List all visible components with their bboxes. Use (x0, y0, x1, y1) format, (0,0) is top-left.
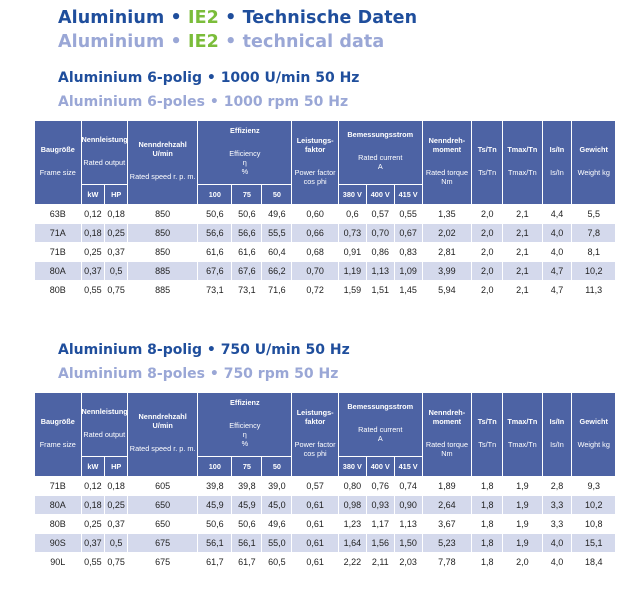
header-hp: HP (105, 457, 128, 477)
header-400v: 400 V (366, 457, 394, 477)
header-is-in: Is/In Is/In (542, 393, 572, 477)
table-cell: 56,6 (232, 224, 262, 243)
table-cell: 0,73 (338, 224, 366, 243)
table-cell: 50,6 (232, 515, 262, 534)
table-cell: 0,37 (105, 243, 128, 262)
table-cell: 2,02 (422, 224, 472, 243)
section-title-en: Aluminium 6-poles • 1000 rpm 50 Hz (58, 94, 349, 110)
table-cell: 7,78 (422, 553, 472, 572)
table-cell: 0,6 (338, 205, 366, 224)
table-row (35, 496, 616, 515)
table-cell: 1,17 (366, 515, 394, 534)
table-cell: 67,6 (198, 262, 232, 281)
table-cell: 80A (35, 496, 82, 515)
table-cell: 0,76 (366, 477, 394, 496)
table-cell: 45,9 (232, 496, 262, 515)
table-cell: 0,55 (81, 281, 105, 300)
table-cell: 1,9 (503, 534, 542, 553)
table-cell: 39,8 (198, 477, 232, 496)
header-load-75: 75 (232, 457, 262, 477)
table-cell: 0,66 (292, 224, 339, 243)
table-cell: 1,23 (338, 515, 366, 534)
table-cell: 0,70 (366, 224, 394, 243)
table-cell: 80B (35, 281, 82, 300)
table-cell: 1,13 (394, 515, 422, 534)
table-cell: 0,55 (394, 205, 422, 224)
header-load-75: 75 (232, 185, 262, 205)
table-cell: 605 (128, 477, 198, 496)
table-cell: 2,8 (542, 477, 572, 496)
spec-table (34, 120, 616, 300)
table-row (35, 515, 616, 534)
table-cell: 675 (128, 553, 198, 572)
header-load-50: 50 (262, 457, 292, 477)
table-cell: 9,3 (572, 477, 616, 496)
table-cell: 0,61 (292, 553, 339, 572)
table-cell: 73,1 (198, 281, 232, 300)
table-cell: 0,5 (105, 534, 128, 553)
header-380v: 380 V (338, 457, 366, 477)
table-cell: 675 (128, 534, 198, 553)
table-cell: 2,1 (503, 205, 542, 224)
table-cell: 50,6 (232, 205, 262, 224)
table-cell: 1,8 (472, 534, 503, 553)
header-rated-speed: Nenndrehzahl U/min Rated speed r. p. m. (128, 121, 198, 205)
table-cell: 71B (35, 477, 82, 496)
header-380v: 380 V (338, 185, 366, 205)
table-cell: 67,6 (232, 262, 262, 281)
header-rated-current: Bemessungsstrom Rated current A (338, 393, 422, 457)
table-cell: 1,50 (394, 534, 422, 553)
table-cell: 3,3 (542, 496, 572, 515)
table-cell: 71,6 (262, 281, 292, 300)
header-hp: HP (105, 185, 128, 205)
table-cell: 2,1 (503, 243, 542, 262)
table-cell: 0,37 (105, 515, 128, 534)
table-row (35, 534, 616, 553)
table-cell: 1,56 (366, 534, 394, 553)
table-cell: 0,25 (81, 243, 105, 262)
table-cell: 3,99 (422, 262, 472, 281)
table-cell: 1,59 (338, 281, 366, 300)
header-frame-size: Baugröße Frame size (35, 121, 82, 205)
table-cell: 11,3 (572, 281, 616, 300)
table-cell: 90S (35, 534, 82, 553)
table-cell: 0,86 (366, 243, 394, 262)
table-cell: 1,9 (503, 496, 542, 515)
header-400v: 400 V (366, 185, 394, 205)
title-suffix: • Technische Daten (218, 8, 418, 28)
ie-class-label: IE2 (187, 32, 219, 52)
table-cell: 0,25 (105, 224, 128, 243)
table-cell: 0,18 (81, 496, 105, 515)
table-cell: 1,19 (338, 262, 366, 281)
table-cell: 45,9 (198, 496, 232, 515)
table-cell: 56,6 (198, 224, 232, 243)
header-kw: kW (81, 185, 105, 205)
table-cell: 55,0 (262, 534, 292, 553)
table-row (35, 553, 616, 572)
table-cell: 0,75 (105, 553, 128, 572)
table-cell: 850 (128, 224, 198, 243)
header-load-50: 50 (262, 185, 292, 205)
table-cell: 850 (128, 205, 198, 224)
table-cell: 1,9 (503, 477, 542, 496)
table-cell: 0,25 (105, 496, 128, 515)
table-cell: 2,0 (503, 553, 542, 572)
header-rated-output: Nennleistung Rated output (81, 393, 128, 457)
table-cell: 56,1 (198, 534, 232, 553)
header-ts-tn: Ts/Tn Ts/Tn (472, 393, 503, 477)
header-rated-torque: Nenndreh-moment Rated torque Nm (422, 121, 472, 205)
table-cell: 80B (35, 515, 82, 534)
table-cell: 1,09 (394, 262, 422, 281)
table-cell: 60,4 (262, 243, 292, 262)
table-cell: 0,83 (394, 243, 422, 262)
table-cell: 1,35 (422, 205, 472, 224)
table-cell: 1,8 (472, 477, 503, 496)
header-rated-speed: Nenndrehzahl U/min Rated speed r. p. m. (128, 393, 198, 477)
table-cell: 1,8 (472, 496, 503, 515)
table-cell: 4,0 (542, 534, 572, 553)
table-cell: 885 (128, 281, 198, 300)
table-cell: 2,03 (394, 553, 422, 572)
table-cell: 0,18 (81, 224, 105, 243)
table-cell: 4,0 (542, 553, 572, 572)
table-cell: 4,7 (542, 281, 572, 300)
table-cell: 80A (35, 262, 82, 281)
header-weight: Gewicht Weight kg (572, 393, 616, 477)
table-cell: 650 (128, 515, 198, 534)
section-title-de: Aluminium 6-polig • 1000 U/min 50 Hz (58, 70, 360, 86)
table-cell: 0,60 (292, 205, 339, 224)
table-cell: 0,12 (81, 205, 105, 224)
table-cell: 61,7 (232, 553, 262, 572)
table-cell: 5,94 (422, 281, 472, 300)
section-title-en: Aluminium 8-poles • 750 rpm 50 Hz (58, 366, 339, 382)
table-cell: 50,6 (198, 515, 232, 534)
table-cell: 73,1 (232, 281, 262, 300)
table-cell: 56,1 (232, 534, 262, 553)
table-cell: 0,75 (105, 281, 128, 300)
table-cell: 55,5 (262, 224, 292, 243)
table-row (35, 205, 616, 224)
table-cell: 2,22 (338, 553, 366, 572)
table-cell: 650 (128, 496, 198, 515)
table-row (35, 477, 616, 496)
table-cell: 4,4 (542, 205, 572, 224)
page-title-de (58, 8, 417, 28)
header-efficiency: Effizienz Efficiency η % (198, 121, 292, 185)
header-frame-size: Baugröße Frame size (35, 393, 82, 477)
header-is-in: Is/In Is/In (542, 121, 572, 205)
page-title-en (58, 32, 384, 52)
spec-table (34, 392, 616, 572)
table-cell: 7,8 (572, 224, 616, 243)
table-cell: 1,9 (503, 515, 542, 534)
table-cell: 0,18 (105, 477, 128, 496)
header-rated-torque: Nenndreh-moment Rated torque Nm (422, 393, 472, 477)
header-load-100: 100 (198, 457, 232, 477)
table-cell: 0,57 (292, 477, 339, 496)
table-cell: 2,1 (503, 262, 542, 281)
table-cell: 885 (128, 262, 198, 281)
table-cell: 10,2 (572, 496, 616, 515)
table-cell: 15,1 (572, 534, 616, 553)
table-row (35, 281, 616, 300)
table-cell: 71A (35, 224, 82, 243)
table-cell: 0,57 (366, 205, 394, 224)
header-tmax-tn: Tmax/Tn Tmax/Tn (503, 393, 542, 477)
table-cell: 2,1 (503, 224, 542, 243)
table-cell: 1,8 (472, 553, 503, 572)
table-cell: 10,8 (572, 515, 616, 534)
table-cell: 0,98 (338, 496, 366, 515)
header-power-factor: Leistungs-faktor Power factor cos phi (292, 393, 339, 477)
header-tmax-tn: Tmax/Tn Tmax/Tn (503, 121, 542, 205)
table-cell: 2,0 (472, 205, 503, 224)
table-cell: 66,2 (262, 262, 292, 281)
table-cell: 4,0 (542, 243, 572, 262)
header-415v: 415 V (394, 457, 422, 477)
header-load-100: 100 (198, 185, 232, 205)
table-cell: 45,0 (262, 496, 292, 515)
table-cell: 1,13 (366, 262, 394, 281)
table-cell: 1,51 (366, 281, 394, 300)
table-cell: 5,5 (572, 205, 616, 224)
table-cell: 61,7 (198, 553, 232, 572)
table-cell: 0,72 (292, 281, 339, 300)
table-cell: 0,25 (81, 515, 105, 534)
table-cell: 49,6 (262, 515, 292, 534)
table-cell: 10,2 (572, 262, 616, 281)
table-cell: 1,89 (422, 477, 472, 496)
table-cell: 39,8 (232, 477, 262, 496)
table-cell: 60,5 (262, 553, 292, 572)
table-cell: 0,61 (292, 515, 339, 534)
table-cell: 0,61 (292, 496, 339, 515)
table-cell: 0,55 (81, 553, 105, 572)
table-cell: 63B (35, 205, 82, 224)
table-cell: 50,6 (198, 205, 232, 224)
header-rated-output: Nennleistung Rated output (81, 121, 128, 185)
table-row (35, 262, 616, 281)
table-cell: 61,6 (198, 243, 232, 262)
header-rated-current: Bemessungsstrom Rated current A (338, 121, 422, 185)
table-cell: 0,93 (366, 496, 394, 515)
table-cell: 2,0 (472, 281, 503, 300)
table-cell: 0,70 (292, 262, 339, 281)
table-cell: 2,11 (366, 553, 394, 572)
table-cell: 850 (128, 243, 198, 262)
table-cell: 0,90 (394, 496, 422, 515)
table-cell: 18,4 (572, 553, 616, 572)
table-cell: 1,64 (338, 534, 366, 553)
table-cell: 0,12 (81, 477, 105, 496)
table-cell: 4,7 (542, 262, 572, 281)
table-row (35, 243, 616, 262)
table-cell: 2,0 (472, 243, 503, 262)
title-suffix: • technical data (218, 32, 385, 52)
table-cell: 1,45 (394, 281, 422, 300)
table-cell: 2,1 (503, 281, 542, 300)
table-cell: 0,18 (105, 205, 128, 224)
table-cell: 3,67 (422, 515, 472, 534)
header-415v: 415 V (394, 185, 422, 205)
table-cell: 49,6 (262, 205, 292, 224)
table-cell: 71B (35, 243, 82, 262)
header-weight: Gewicht Weight kg (572, 121, 616, 205)
table-cell: 61,6 (232, 243, 262, 262)
header-ts-tn: Ts/Tn Ts/Tn (472, 121, 503, 205)
table-cell: 0,68 (292, 243, 339, 262)
title-prefix: Aluminium • (58, 8, 188, 28)
table-cell: 39,0 (262, 477, 292, 496)
title-prefix: Aluminium • (58, 32, 188, 52)
table-cell: 2,0 (472, 262, 503, 281)
table-cell: 0,74 (394, 477, 422, 496)
table-cell: 90L (35, 553, 82, 572)
table-cell: 2,0 (472, 224, 503, 243)
table-cell: 0,5 (105, 262, 128, 281)
table-cell: 0,61 (292, 534, 339, 553)
header-efficiency: Effizienz Efficiency η % (198, 393, 292, 457)
table-cell: 0,67 (394, 224, 422, 243)
table-cell: 8,1 (572, 243, 616, 262)
header-kw: kW (81, 457, 105, 477)
table-cell: 4,0 (542, 224, 572, 243)
table-cell: 5,23 (422, 534, 472, 553)
table-cell: 0,91 (338, 243, 366, 262)
table-cell: 0,37 (81, 534, 105, 553)
table-cell: 0,80 (338, 477, 366, 496)
table-cell: 3,3 (542, 515, 572, 534)
header-power-factor: Leistungs-faktor Power factor cos phi (292, 121, 339, 205)
ie-class-label: IE2 (187, 8, 219, 28)
table-cell: 2,64 (422, 496, 472, 515)
table-row (35, 224, 616, 243)
section-title-de: Aluminium 8-polig • 750 U/min 50 Hz (58, 342, 350, 358)
table-cell: 0,37 (81, 262, 105, 281)
table-cell: 2,81 (422, 243, 472, 262)
table-cell: 1,8 (472, 515, 503, 534)
